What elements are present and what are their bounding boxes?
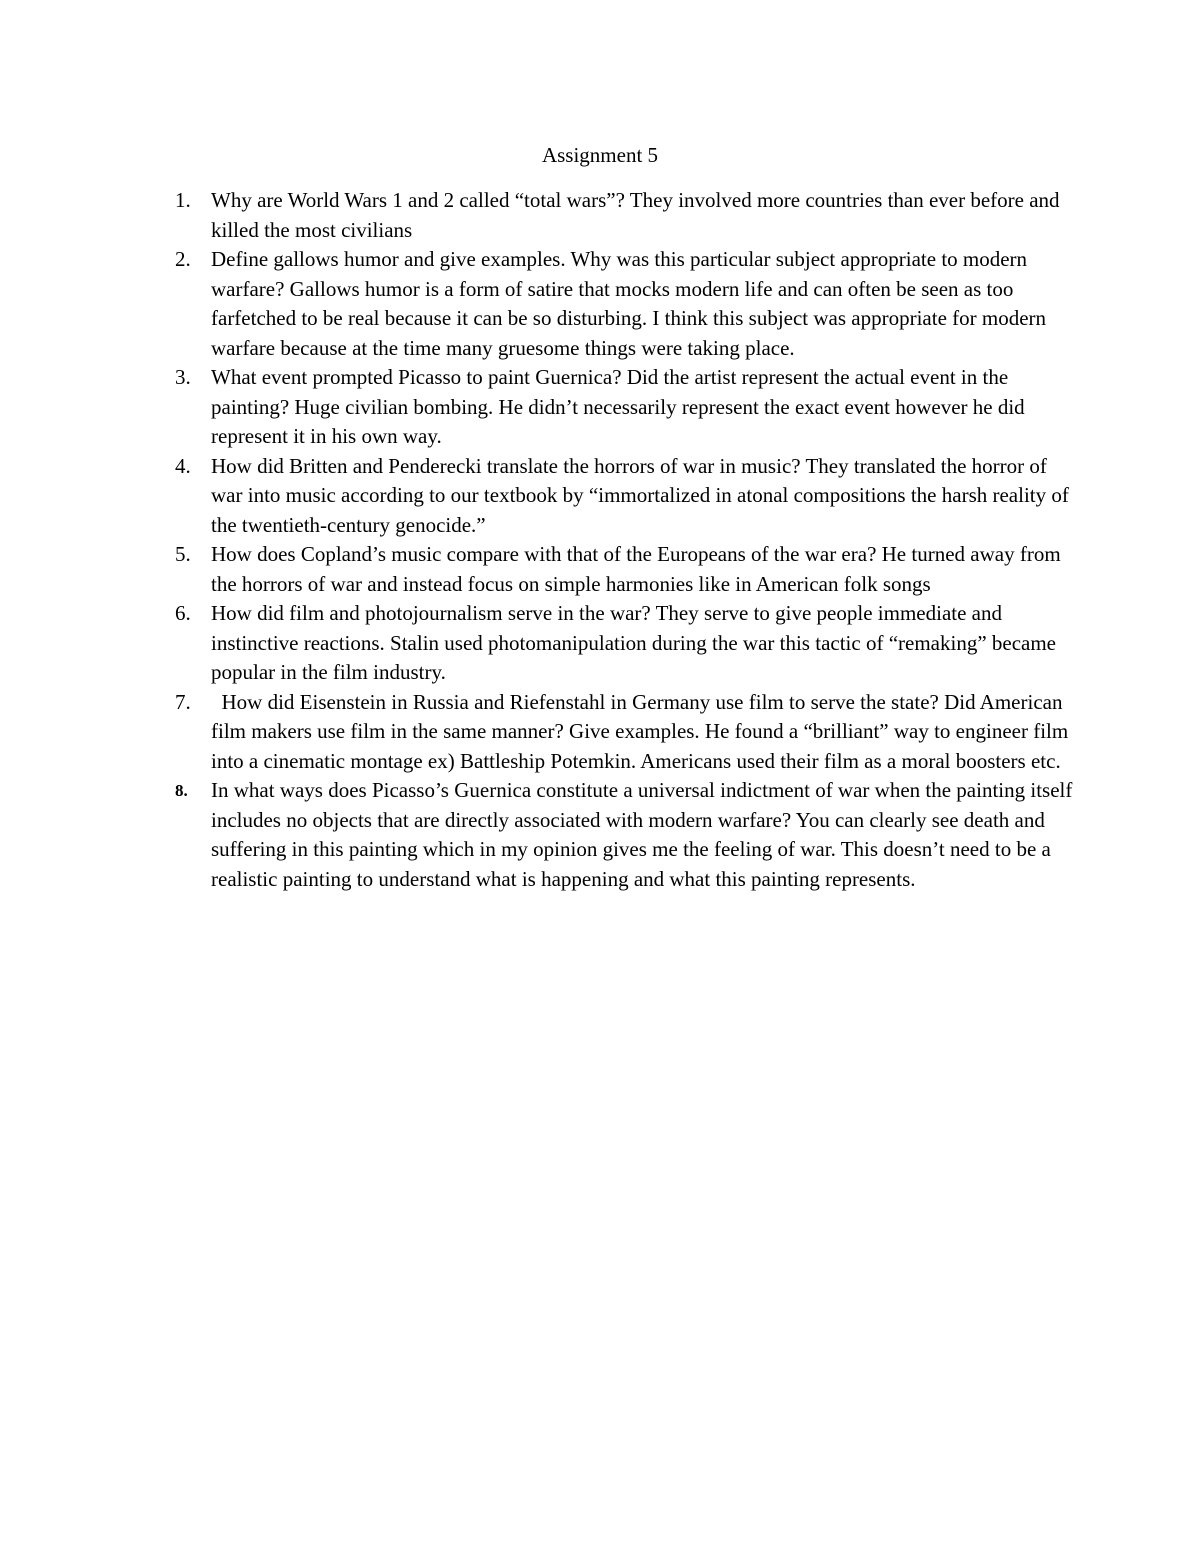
question-number: 8.	[175, 781, 188, 800]
question-number: 6.	[175, 601, 191, 625]
question-item-2	[175, 245, 1075, 363]
question-number: 7.	[175, 689, 191, 714]
question-text: How did film and photojournalism serve in the war? They serve to give people immediate and instinctive reactions. Stalin used photomanipulation during the war this tactic of “remaking” became popular in the film industry.	[211, 601, 1057, 684]
question-item-5	[175, 540, 1075, 599]
question-text: Define gallows humor and give examples. Why was this particular subject appropriate to modern warfare? Gallows humor is a form of satire that mocks modern life and can often be seen as too farfetched to be real because it can be so disturbing. I think this subject was appropriate for modern warfare because at the time many gruesome things were taking place.	[211, 247, 1047, 360]
question-text: How did Eisenstein in Russia and Riefenstahl in Germany use film to serve the state? Did American film makers use film in the same manner? Give examples. He found a “brilliant” way to engineer film into a cinematic montage ex) Battleship Potemkin. Americans used their film as a moral boosters etc.	[211, 689, 1074, 773]
question-item-8	[175, 776, 1075, 894]
question-number: 2.	[175, 247, 191, 271]
question-item-6	[175, 599, 1075, 688]
question-item-4	[175, 452, 1075, 541]
question-text: What event prompted Picasso to paint Guernica? Did the artist represent the actual event in the painting? Huge civilian bombing. He didn’t necessarily represent the exact event however he did represent it in his own way.	[211, 365, 1025, 448]
question-list	[175, 186, 1075, 894]
question-number: 4.	[175, 453, 191, 478]
question-text: How did Britten and Penderecki translate the horrors of war in music? They translated the horror of war into music according to our textbook by “immortalized in atonal compositions the harsh reality of the twentieth-century genocide.”	[211, 453, 1069, 537]
document-title: Assignment 5	[541, 143, 659, 167]
question-number: 3.	[175, 365, 191, 389]
question-item-3	[175, 363, 1075, 452]
question-item-7	[175, 688, 1075, 777]
question-text: In what ways does Picasso’s Guernica constitute a universal indictment of war when the painting itself includes no objects that are directly associated with modern warfare? You can clearly see death and suffering in this painting which in my opinion gives me the feeling of war. This doesn’t need to be a realistic painting to understand what is happening and what this painting represents.	[211, 778, 1073, 891]
question-number: 1.	[175, 188, 191, 212]
question-number: 5.	[175, 542, 191, 566]
question-text: How does Copland’s music compare with that of the Europeans of the war era? He turned away from the horrors of war and instead focus on simple harmonies like in American folk songs	[211, 542, 1061, 596]
question-item-1	[175, 186, 1075, 245]
question-text: Why are World Wars 1 and 2 called “total wars”? They involved more countries than ever before and killed the most civilians	[211, 188, 1060, 242]
